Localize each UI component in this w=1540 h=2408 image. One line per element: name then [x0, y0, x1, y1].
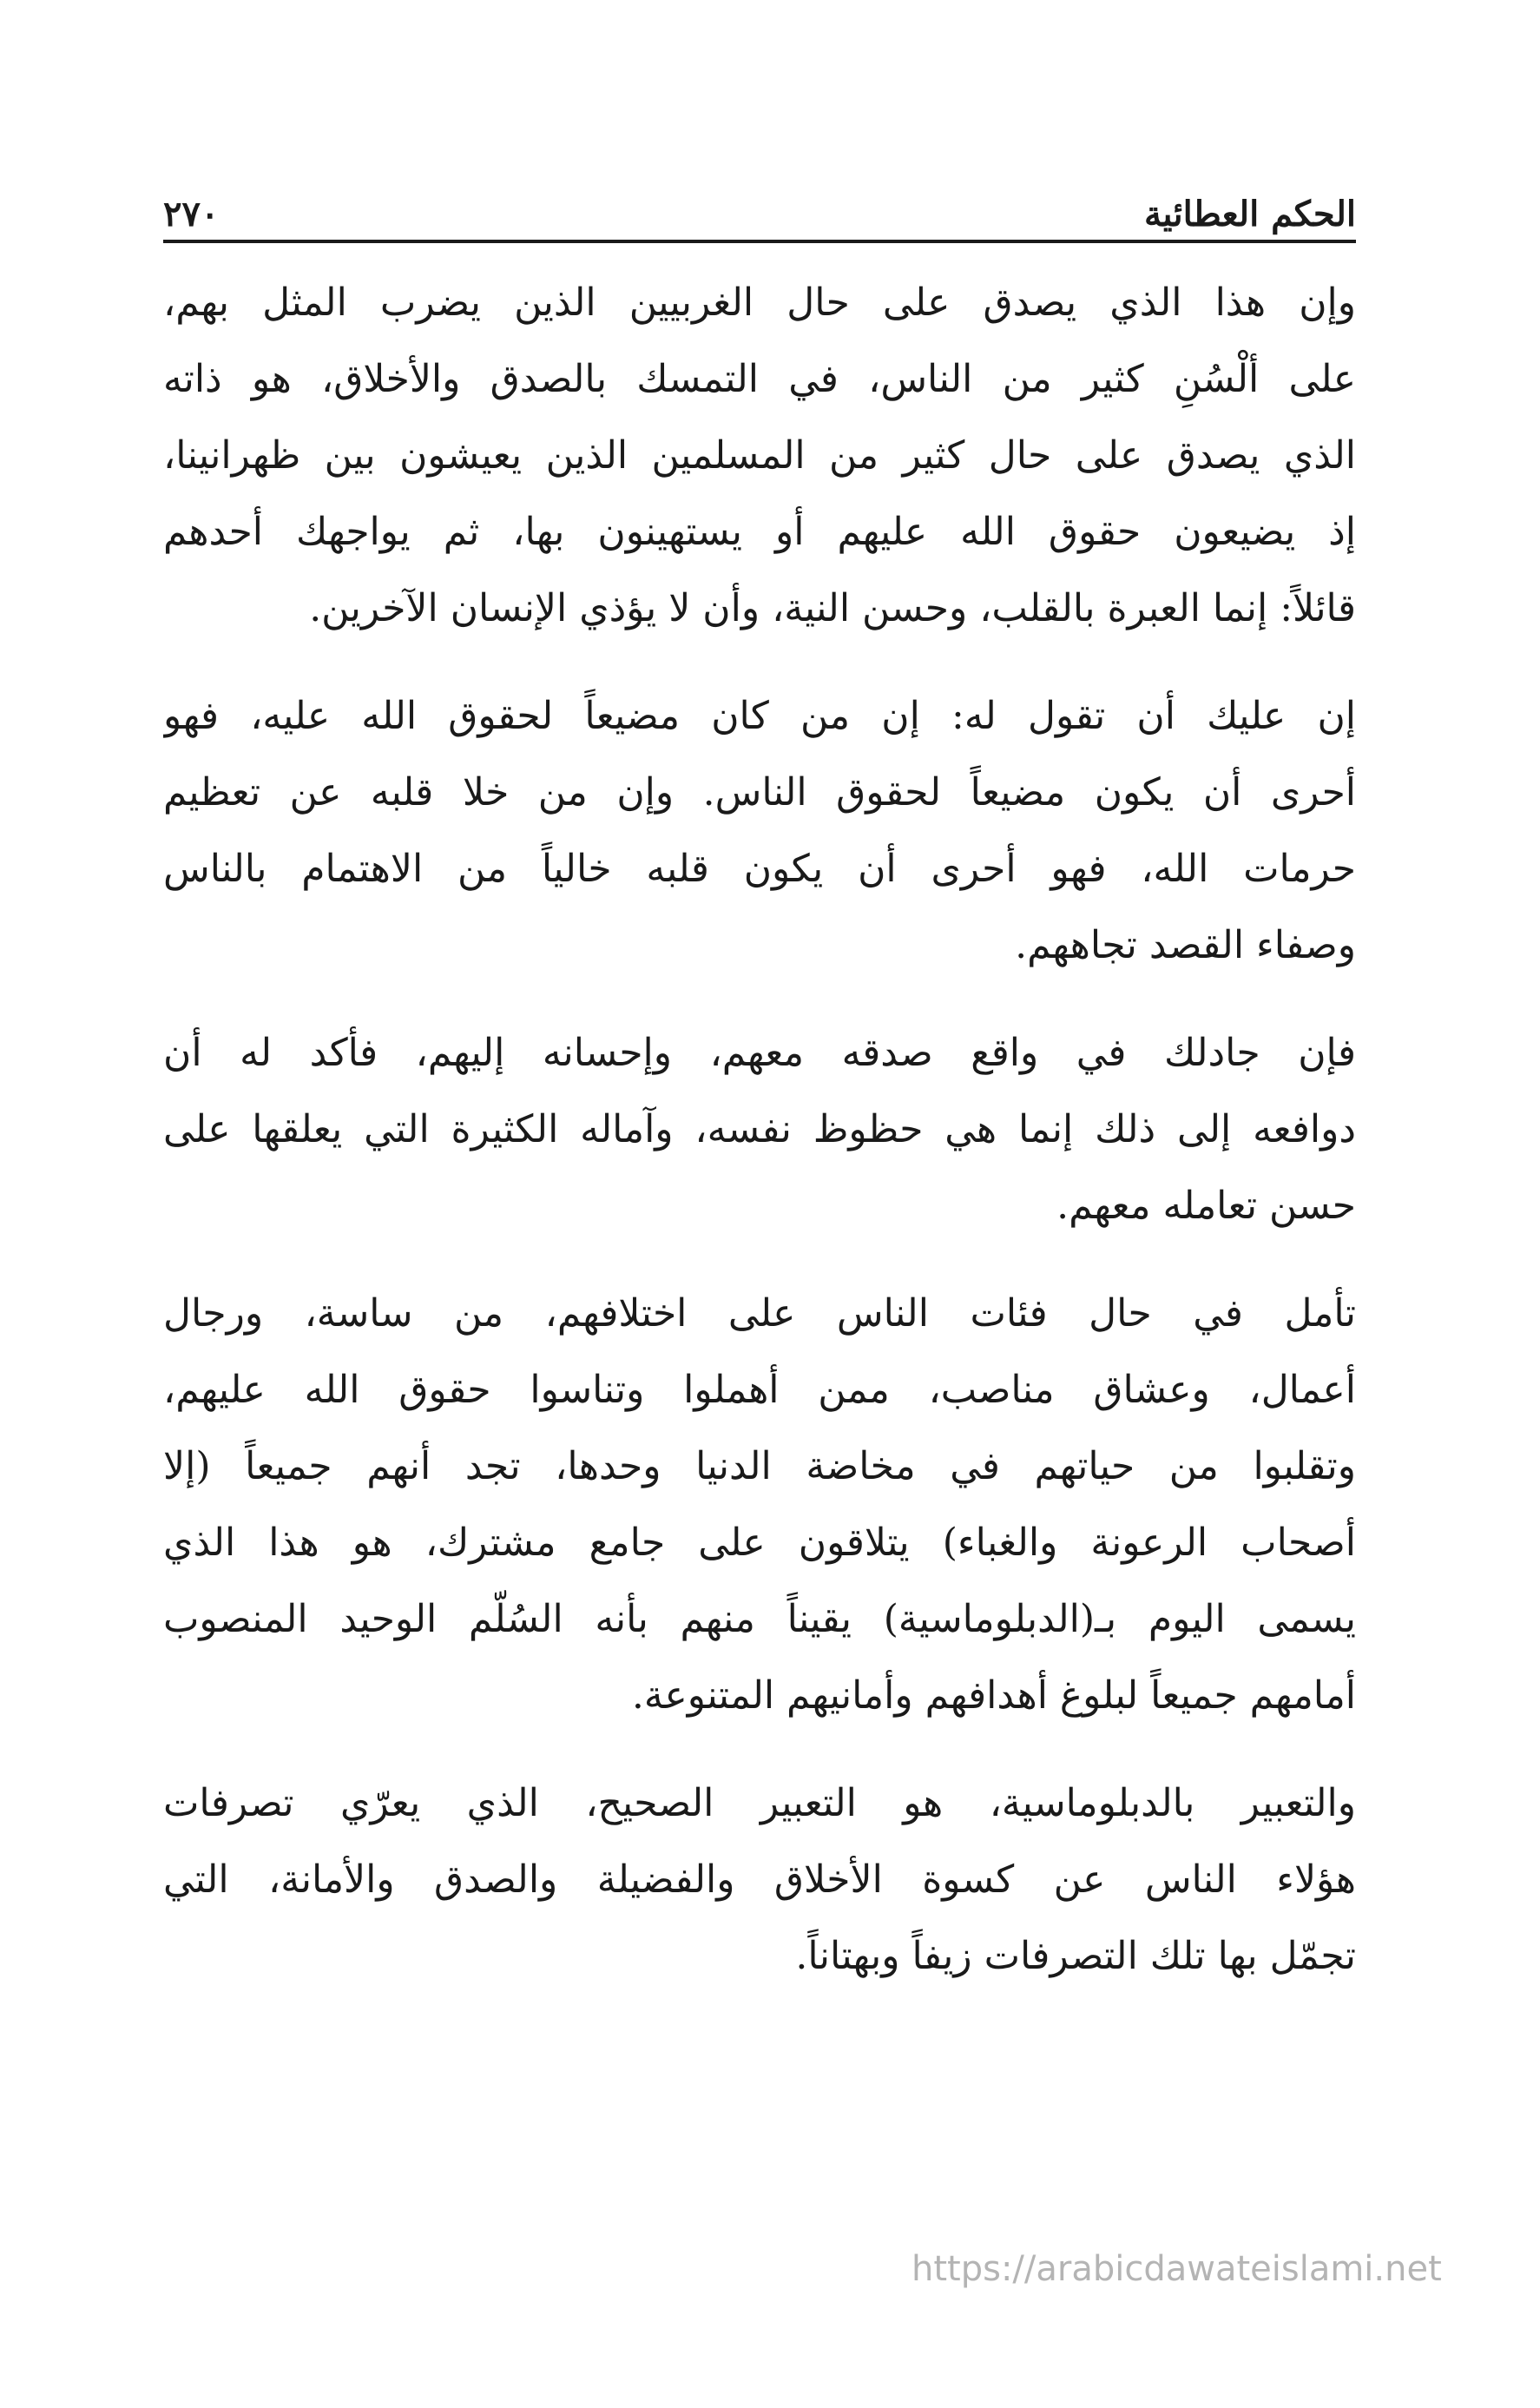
running-title: الحكم العطائية	[1143, 194, 1356, 234]
text-line: أحرى أن يكون مضيعاً لحقوق الناس. وإن من خلا قلبه عن تعظيم	[163, 770, 1356, 815]
text-line: دوافعه إلى ذلك إنما هي حظوظ نفسه، وآماله الكثيرة التي يعلقها على	[163, 1107, 1356, 1151]
paragraph-2	[163, 678, 1356, 984]
text-line: وإن هذا الذي يصدق على حال الغربيين الذين يضرب المثل بهم،	[163, 280, 1356, 325]
watermark-url: https://arabicdawateislami.net	[911, 2249, 1442, 2289]
text-line: أعمال، وعشاق مناصب، ممن أهملوا وتناسوا حقوق الله عليهم،	[163, 1368, 1356, 1412]
text-line: أمامهم جميعاً لبلوغ أهدافهم وأمانيهم المتنوعة.	[631, 1673, 1356, 1718]
text-line: إن عليك أن تقول له: إن من كان مضيعاً لحقوق الله عليه، فهو	[163, 694, 1356, 738]
header-rule	[163, 240, 1356, 243]
paragraph-4	[163, 1276, 1356, 1734]
body-text	[163, 265, 1356, 2026]
paragraph-1	[163, 265, 1356, 647]
text-line: هؤلاء الناس عن كسوة الأخلاق والفضيلة والصدق والأمانة، التي	[163, 1857, 1356, 1902]
text-line: حرمات الله، فهو أحرى أن يكون قلبه خالياً من الاهتمام بالناس	[163, 847, 1356, 891]
text-line: الذي يصدق على حال كثير من المسلمين الذين يعيشون بين ظهرانينا،	[163, 433, 1356, 478]
text-line: يسمى اليوم بـ(الدبلوماسية) يقيناً منهم بأنه السُلّم الوحيد المنصوب	[163, 1597, 1356, 1641]
text-line: أصحاب الرعونة والغباء) يتلاقون على جامع مشترك، هو هذا الذي	[163, 1521, 1356, 1565]
page-number: ٢٧٠	[163, 194, 220, 234]
text-line: تجمّل بها تلك التصرفات زيفاً وبهتاناً.	[795, 1934, 1356, 1978]
text-line: على ألْسُنِ كثير من الناس، في التمسك بالصدق والأخلاق، هو ذاته	[163, 357, 1356, 401]
text-line: فإن جادلك في واقع صدقه معهم، وإحسانه إليهم، فأكد له أن	[163, 1031, 1356, 1075]
paragraph-5	[163, 1765, 1356, 1995]
paragraph-3	[163, 1015, 1356, 1244]
text-line: حسن تعامله معهم.	[1056, 1184, 1356, 1228]
text-line: قائلاً: إنما العبرة بالقلب، وحسن النية، وأن لا يؤذي الإنسان الآخرين.	[309, 586, 1356, 630]
text-line: تأمل في حال فئات الناس على اختلافهم، من ساسة، ورجال	[163, 1291, 1356, 1336]
text-line: والتعبير بالدبلوماسية، هو التعبير الصحيح، الذي يعرّي تصرفات	[163, 1781, 1356, 1825]
text-line: وصفاء القصد تجاههم.	[1015, 923, 1356, 967]
text-line: وتقلبوا من حياتهم في مخاضة الدنيا وحدها، تجد أنهم جميعاً (إلا	[163, 1444, 1356, 1488]
page-header	[163, 174, 1356, 243]
text-line: إذ يضيعون حقوق الله عليهم أو يستهينون بها، ثم يواجهك أحدهم	[163, 510, 1356, 554]
